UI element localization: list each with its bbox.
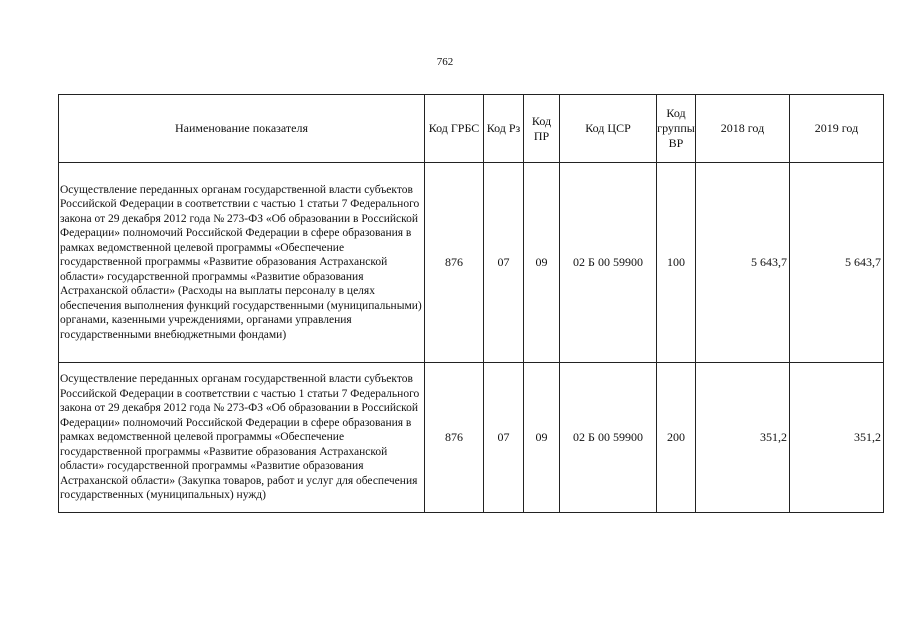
header-rz: Код Рз [484,95,524,163]
table-header-row [59,95,884,163]
indicator-name-cell: Осуществление переданных органам государственной власти субъектов Российской Федерации в соответствии с частью 1 статьи 7 Федерального закона от 29 декабря 2012 года № 273-ФЗ «Об образовании в Российской Федерации» полномочий Российской Федерации в сфере образования в рамках ведомственной целевой программы «Обеспечение государственной программы «Развитие образования Астраханской области» государственной программы «Развитие образования Астраханской области» (Закупка товаров, работ и услуг для обеспечения государственных (муниципальных) нужд) [59,363,425,513]
grbs-code-cell: 876 [425,363,484,513]
header-csr: Код ЦСР [560,95,657,163]
header-year-2019: 2019 год [790,95,884,163]
rz-code-cell: 07 [484,163,524,363]
table-row [59,163,884,363]
table-row [59,363,884,513]
csr-code-cell: 02 Б 00 59900 [560,163,657,363]
header-pr: Код ПР [524,95,560,163]
amount-2018-cell: 351,2 [696,363,790,513]
amount-2019-cell: 5 643,7 [790,163,884,363]
header-grbs: Код ГРБС [425,95,484,163]
vr-code-cell: 100 [657,163,696,363]
amount-2018-cell: 5 643,7 [696,163,790,363]
pr-code-cell: 09 [524,163,560,363]
page-number: 762 [436,56,454,68]
header-vr: Код группы ВР [657,95,696,163]
grbs-code-cell: 876 [425,163,484,363]
amount-2019-cell: 351,2 [790,363,884,513]
budget-table [58,94,884,513]
header-name: Наименование показателя [59,95,425,163]
vr-code-cell: 200 [657,363,696,513]
csr-code-cell: 02 Б 00 59900 [560,363,657,513]
rz-code-cell: 07 [484,363,524,513]
pr-code-cell: 09 [524,363,560,513]
header-year-2018: 2018 год [696,95,790,163]
indicator-name-cell: Осуществление переданных органам государственной власти субъектов Российской Федерации в соответствии с частью 1 статьи 7 Федерального закона от 29 декабря 2012 года № 273-ФЗ «Об образовании в Российской Федерации» полномочий Российской Федерации в сфере образования в рамках ведомственной целевой программы «Обеспечение государственной программы «Развитие образования Астраханской области» государственной программы «Развитие образования Астраханской области» (Расходы на выплаты персоналу в целях обеспечения выполнения функций государственными (муниципальными) органами, казенными учреждениями, органами управления государственными внебюджетными фондами) [59,163,425,363]
